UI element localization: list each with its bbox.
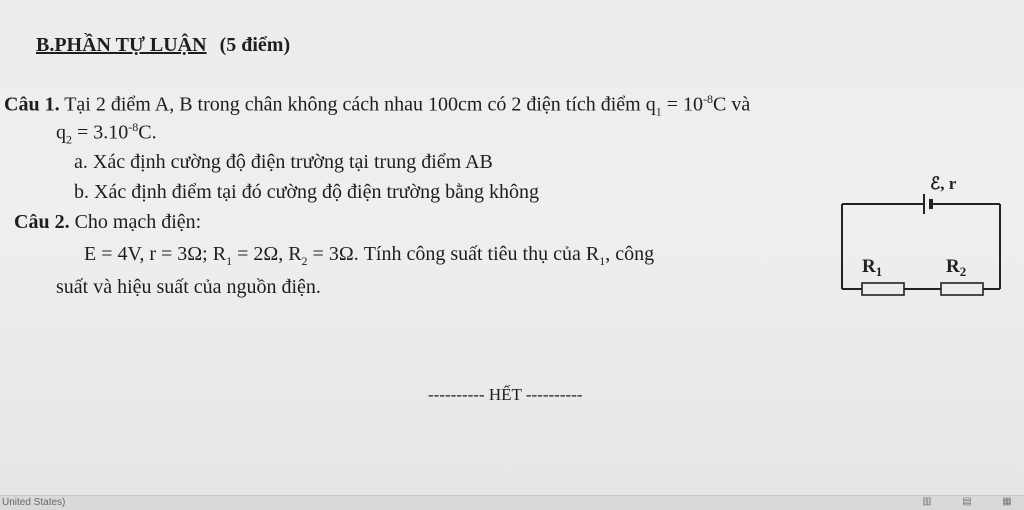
q2-equals: = 3.10 [72,121,129,144]
print-layout-icon[interactable]: ▤ [962,496,972,507]
status-bar [0,495,1024,510]
question-2-line-3: suất và hiệu suất của nguồn điện. [56,276,321,298]
question-1-text: Tại 2 điểm A, B trong chân không cách nhau 100cm có 2 điện tích điểm q [59,93,656,116]
q2-name: q [56,121,66,144]
q1-exponent: -8 [703,92,714,106]
source-label: ℰ, r [930,174,957,193]
status-language[interactable]: United States) [2,497,66,508]
resistor-r1-symbol [862,283,904,295]
question-1-label: Câu 1. [4,93,60,116]
q2-subscript: 2 [66,132,72,147]
question-2-intro: Cho mạch điện: [69,211,202,233]
view-buttons [920,496,1014,507]
q2-params-a: E = 4V, r = 3Ω; R [84,243,227,265]
web-layout-icon[interactable]: ▦ [1002,496,1012,507]
q2-params-b: = 2Ω, R [232,243,302,265]
question-2-line-2 [84,243,654,269]
question-2-line-1 [14,211,201,234]
q1-subscript: 1 [655,104,662,119]
r1-label: $R_1$ [862,256,883,279]
q1-unit: C và [713,93,751,116]
question-1-line-1 [4,92,750,120]
q2-exponent: -8 [128,120,139,134]
r2-subscript: 2 [301,254,308,268]
end-mark: ---------- HẾT ---------- [428,385,583,404]
r1b-subscript: 1 [599,254,606,268]
question-1-part-a: a. Xác định cường độ điện trường tại trung điểm AB [74,151,493,173]
r2-label: $R_2$ [946,256,967,279]
question-1-line-2 [56,120,157,148]
question-2-label: Câu 2. [14,211,70,233]
q1-equals: = 10 [661,93,704,116]
q2-unit: C. [138,121,157,144]
q2-params-d: , công [605,243,655,265]
section-heading [36,34,290,57]
r1-subscript: 1 [226,254,233,268]
resistor-r2-symbol [941,283,983,295]
question-1-part-b: b. Xác định điểm tại đó cường độ điện trường bằng không [74,181,539,203]
section-title: B.PHẦN TỰ LUẬN [36,34,207,56]
section-points: (5 điểm) [219,34,291,56]
circuit-diagram [820,168,1020,303]
read-mode-icon[interactable]: ▥ [922,496,932,507]
q2-params-c: = 3Ω. Tính công suất tiêu thụ của R [307,243,600,265]
